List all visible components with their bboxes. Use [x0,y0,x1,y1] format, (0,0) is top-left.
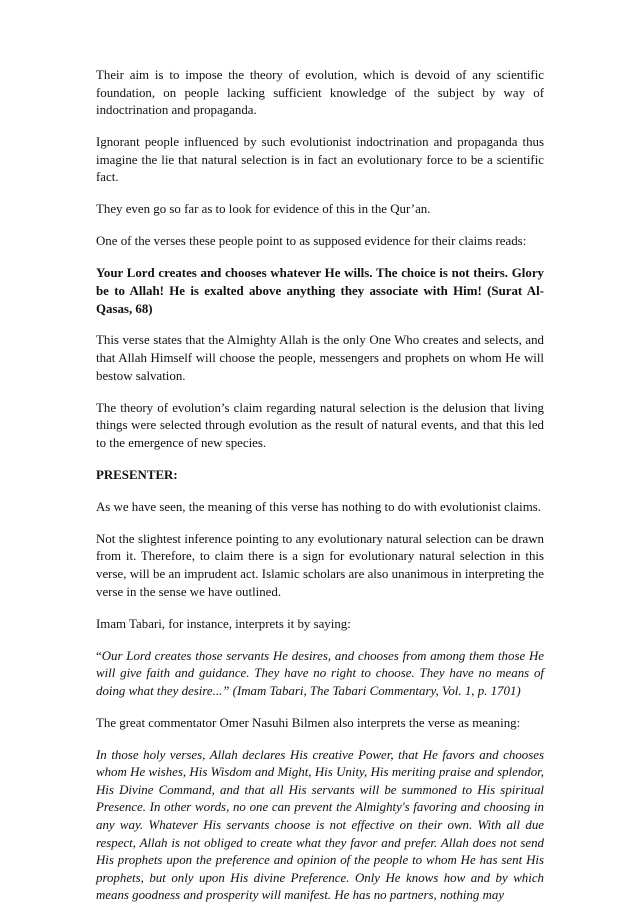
presenter-heading: PRESENTER: [96,467,178,482]
tabari-quote [96,648,544,701]
paragraph-ignorant-people: Ignorant people influenced by such evolutionist indoctrination and propaganda thus imagine the lie that natural selection is in fact an evolutionary force to be a scientific fact. [96,135,544,185]
paragraph-natural-selection-claim: The theory of evolution’s claim regarding natural selection is the delusion that living things were selected through evolution as the result of natural events, and that this led to the emergence of new species. [96,400,544,450]
paragraph-bilmen-intro: The great commentator Omer Nasuhi Bilmen also interprets the verse as meaning: [96,715,521,730]
paragraph-verse-meaning: This verse states that the Almighty Allah is the only One Who creates and selects, and that Allah Himself will choose the people, messengers and prophets on whom He will bestow salvation. [96,333,544,383]
paragraph-evolution-aim: Their aim is to impose the theory of evolution, which is devoid of any scientific foundation, on people lacking sufficient knowledge of the subject by way of indoctrination and propaganda. [96,68,544,118]
paragraph-verse-intro: One of the verses these people point to as supposed evidence for their claims reads: [96,234,527,249]
paragraph-evidence-quran: They even go so far as to look for evidence of this in the Qur’an. [96,202,431,217]
tabari-quote-text: Our Lord creates those servants He desires, and chooses from among them those He will give faith and guidance. They have no right to choose. They have no means of doing what they desire...” (Imam Tabari, The Tabari Commentary, Vol. 1, p. 1701) [96,648,544,698]
paragraph-nothing-to-do: As we have seen, the meaning of this verse has nothing to do with evolutionist claims. [96,499,542,514]
opening-quote-mark: “ [96,648,102,663]
document-page [96,67,544,919]
paragraph-tabari-intro: Imam Tabari, for instance, interprets it by saying: [96,616,351,631]
bilmen-quote: In those holy verses, Allah declares His creative Power, that He favors and chooses whom He wishes, His Wisdom and Might, His Unity, His meriting praise and splendor, His Divine Command, and that all His servants will be summoned to His spiritual Presence. In other words, no one can prevent the Almighty's favoring and choosing in any way. Whatever His servants choose is not effective on their own. With all due respect, Allah is not obliged to create what they favor and prefer. Allah does not send His prophets upon the preference and opinion of the people to whom He has sent His prophets, but only upon His divine Preference. Only He knows how and by which means goodness and prosperity will manifest. He has no partners, nothing may [96,747,544,903]
verse-quote-qasas: Your Lord creates and chooses whatever He wills. The choice is not theirs. Glory be to Allah! He is exalted above anything they associate with Him! (Surat Al-Qasas, 68) [96,266,544,316]
paragraph-no-inference: Not the slightest inference pointing to any evolutionary natural selection can be drawn from it. Therefore, to claim there is a sign for evolutionary natural selection in this verse, will be an imprudent act. Islamic scholars are also unanimous in interpreting the verse in the sense we have outlined. [96,531,544,599]
